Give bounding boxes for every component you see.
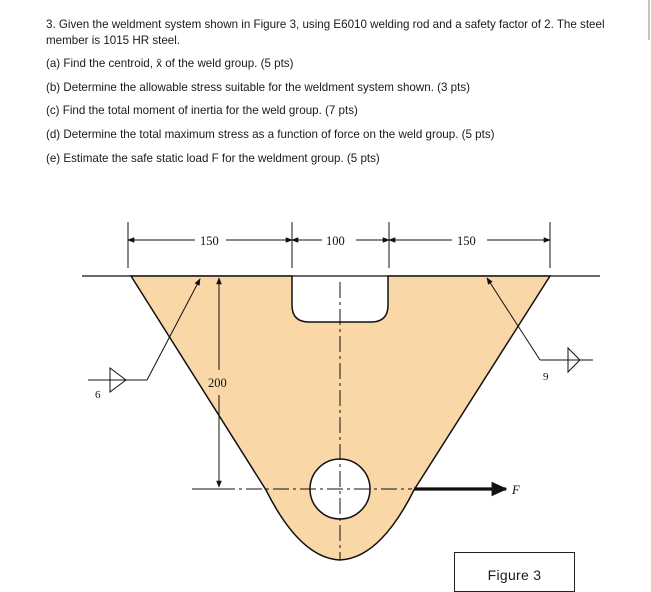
- dim-right-label: 150: [457, 234, 476, 248]
- part-c: (c) Find the total moment of inertia for the weld group. (7 pts): [46, 104, 358, 118]
- dim-slot-label: 100: [326, 234, 345, 248]
- right-weld-size: 9: [543, 371, 549, 383]
- figure-caption: Figure 3: [487, 567, 542, 583]
- part-d: (d) Determine the total maximum stress as a function of force on the weld group. (5 pts): [46, 128, 495, 142]
- dim-height-label: 200: [208, 376, 227, 390]
- figure-caption-box: [454, 552, 575, 592]
- left-weld-size: 6: [95, 389, 101, 401]
- dim-left-label: 150: [200, 234, 219, 248]
- part-a: (a) Find the centroid, x̄ of the weld group. (5 pts): [46, 57, 294, 70]
- part-e: (e) Estimate the safe static load F for the weldment group. (5 pts): [46, 151, 380, 165]
- part-b: (b) Determine the allowable stress suitable for the weldment system shown. (3 pts): [46, 80, 470, 94]
- force-label: F: [512, 483, 520, 497]
- problem-intro: 3. Given the weldment system shown in Figure 3, using E6010 welding rod and a safety factor of 2. The steel member is 1015 HR steel.: [46, 18, 605, 47]
